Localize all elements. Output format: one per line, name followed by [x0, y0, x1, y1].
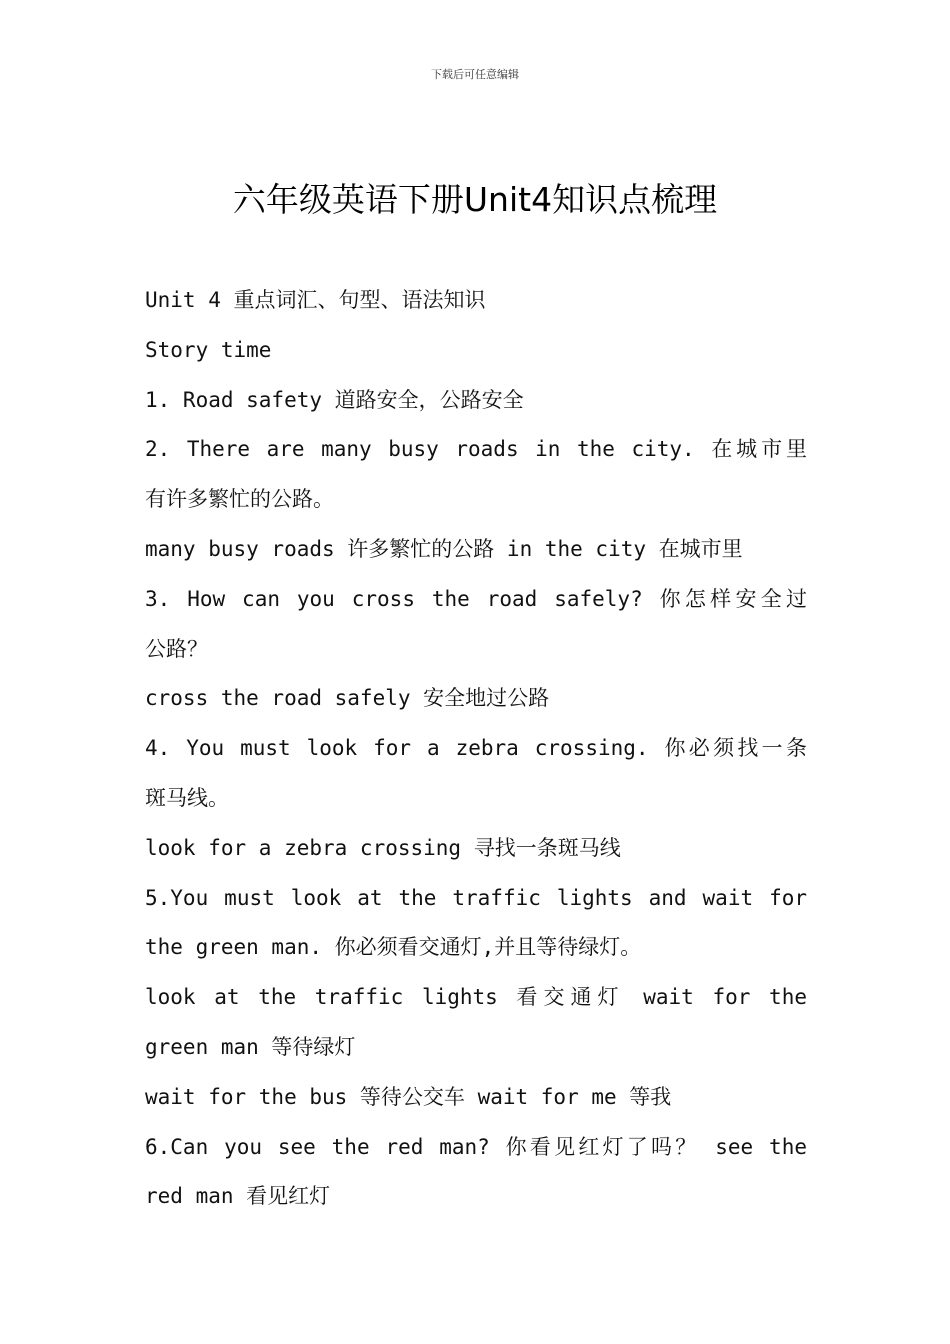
text-line: the green man. 你必须看交通灯,并且等待绿灯。	[145, 935, 642, 960]
header-note: 下载后可任意编辑	[431, 68, 519, 81]
page-title: 六年级英语下册Unit4知识点梳理	[232, 180, 718, 219]
text-line: many busy roads 许多繁忙的公路 in the city 在城市里	[145, 536, 743, 561]
text-line: 2. There are many busy roads in the city. 在城市里	[145, 437, 807, 462]
text-line: cross the road safely 安全地过公路	[145, 686, 550, 711]
text-line: Unit 4 重点词汇、句型、语法知识	[145, 288, 486, 312]
text-line: wait for the bus 等待公交车 wait for me 等我	[145, 1084, 672, 1109]
text-line: Story time	[145, 337, 272, 362]
text-line: red man 看见红灯	[145, 1184, 331, 1209]
document-body	[145, 276, 807, 1222]
text-line: green man 等待绿灯	[145, 1034, 356, 1059]
text-line: 公路？	[145, 636, 208, 661]
text-line: look for a zebra crossing 寻找一条斑马线	[145, 835, 621, 860]
text-line: 1. Road safety 道路安全，公路安全	[145, 387, 524, 412]
text-line: 6.Can you see the red man? 你看见红灯了吗？ see the	[145, 1134, 807, 1159]
text-line: 3. How can you cross the road safely? 你怎样安全过	[145, 586, 807, 611]
text-line: look at the traffic lights 看交通灯 wait for the	[145, 985, 807, 1010]
text-line: 5.You must look at the traffic lights and wait for	[145, 885, 807, 910]
text-line: 4. You must look for a zebra crossing. 你必须找一条	[145, 736, 807, 761]
text-line: 斑马线。	[145, 785, 229, 810]
text-line: 有许多繁忙的公路。	[145, 487, 334, 512]
